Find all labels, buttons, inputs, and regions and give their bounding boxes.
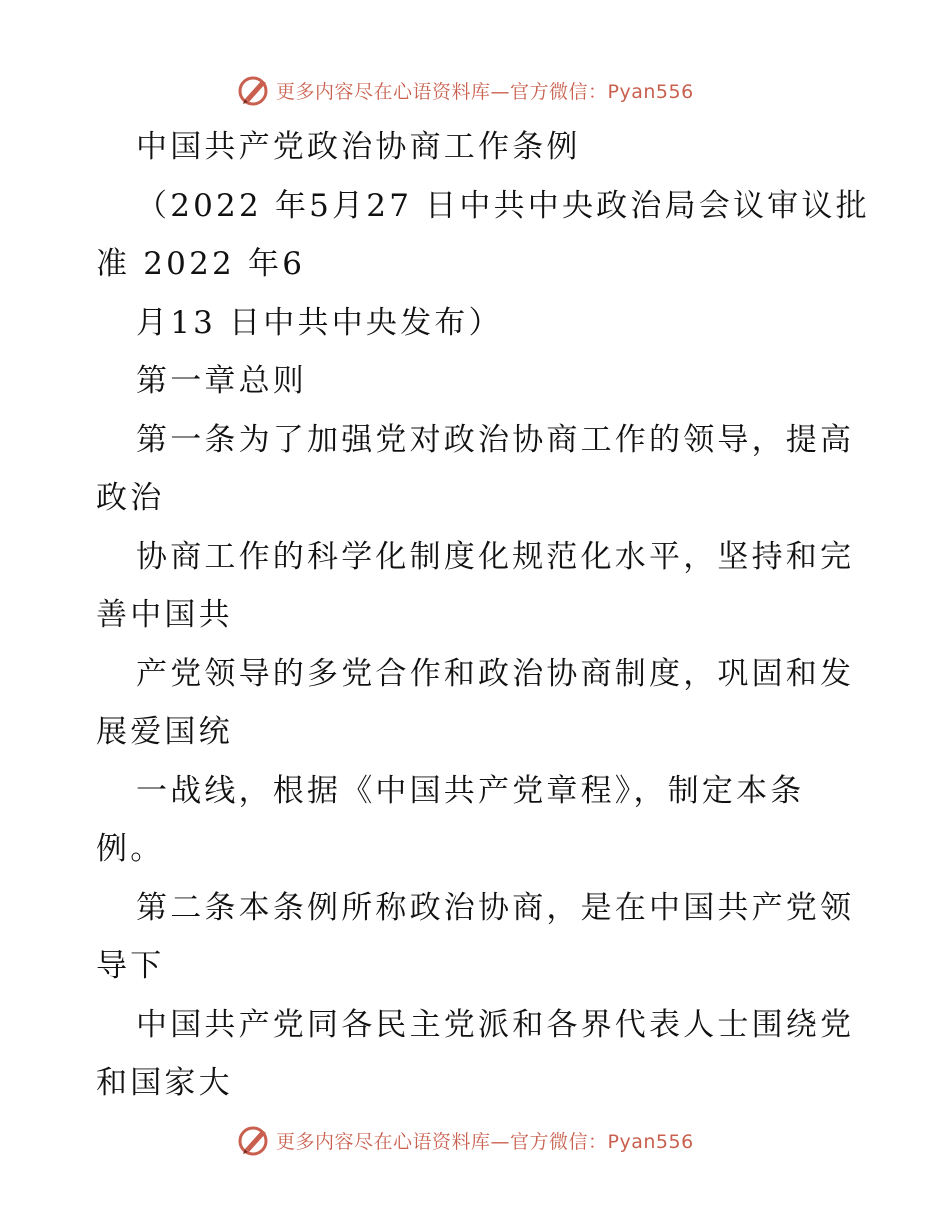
text-line: （2022 年5月27 日中共中央政治局会议审议批 xyxy=(136,187,870,224)
pen-circle-logo-icon xyxy=(236,73,270,107)
document-body xyxy=(96,118,870,1113)
watermark-text: 更多内容尽在心语资料库—官方微信：Pyan556 xyxy=(276,1130,694,1153)
watermark-footer xyxy=(236,1122,694,1158)
text-line: 政治 xyxy=(96,480,165,516)
watermark-header xyxy=(236,72,694,108)
text-line: 准 2022 年6 xyxy=(96,246,306,282)
text-line: 善中国共 xyxy=(96,597,233,633)
text-line: 例。 xyxy=(96,831,165,867)
text-line: 和国家大 xyxy=(96,1065,233,1101)
text-line: 一战线，根据《中国共产党章程》，制定本条 xyxy=(136,772,805,809)
text-line: 协商工作的科学化制度化规范化水平，坚持和完 xyxy=(136,538,855,575)
watermark-text: 更多内容尽在心语资料库—官方微信：Pyan556 xyxy=(276,80,694,103)
chapter-heading: 第一章总则 xyxy=(136,363,307,399)
text-line: 月13 日中共中央发布） xyxy=(136,304,503,341)
pen-circle-logo-icon xyxy=(236,1123,270,1157)
text-line: 导下 xyxy=(96,948,165,984)
document-title: 中国共产党政治协商工作条例 xyxy=(136,129,581,165)
text-line: 产党领导的多党合作和政治协商制度，巩固和发 xyxy=(136,655,855,692)
text-line: 第一条为了加强党对政治协商工作的领导，提高 xyxy=(136,421,855,458)
text-line: 中国共产党同各民主党派和各界代表人士围绕党 xyxy=(136,1006,855,1043)
text-line: 展爱国统 xyxy=(96,714,233,750)
text-line: 第二条本条例所称政治协商，是在中国共产党领 xyxy=(136,889,855,926)
